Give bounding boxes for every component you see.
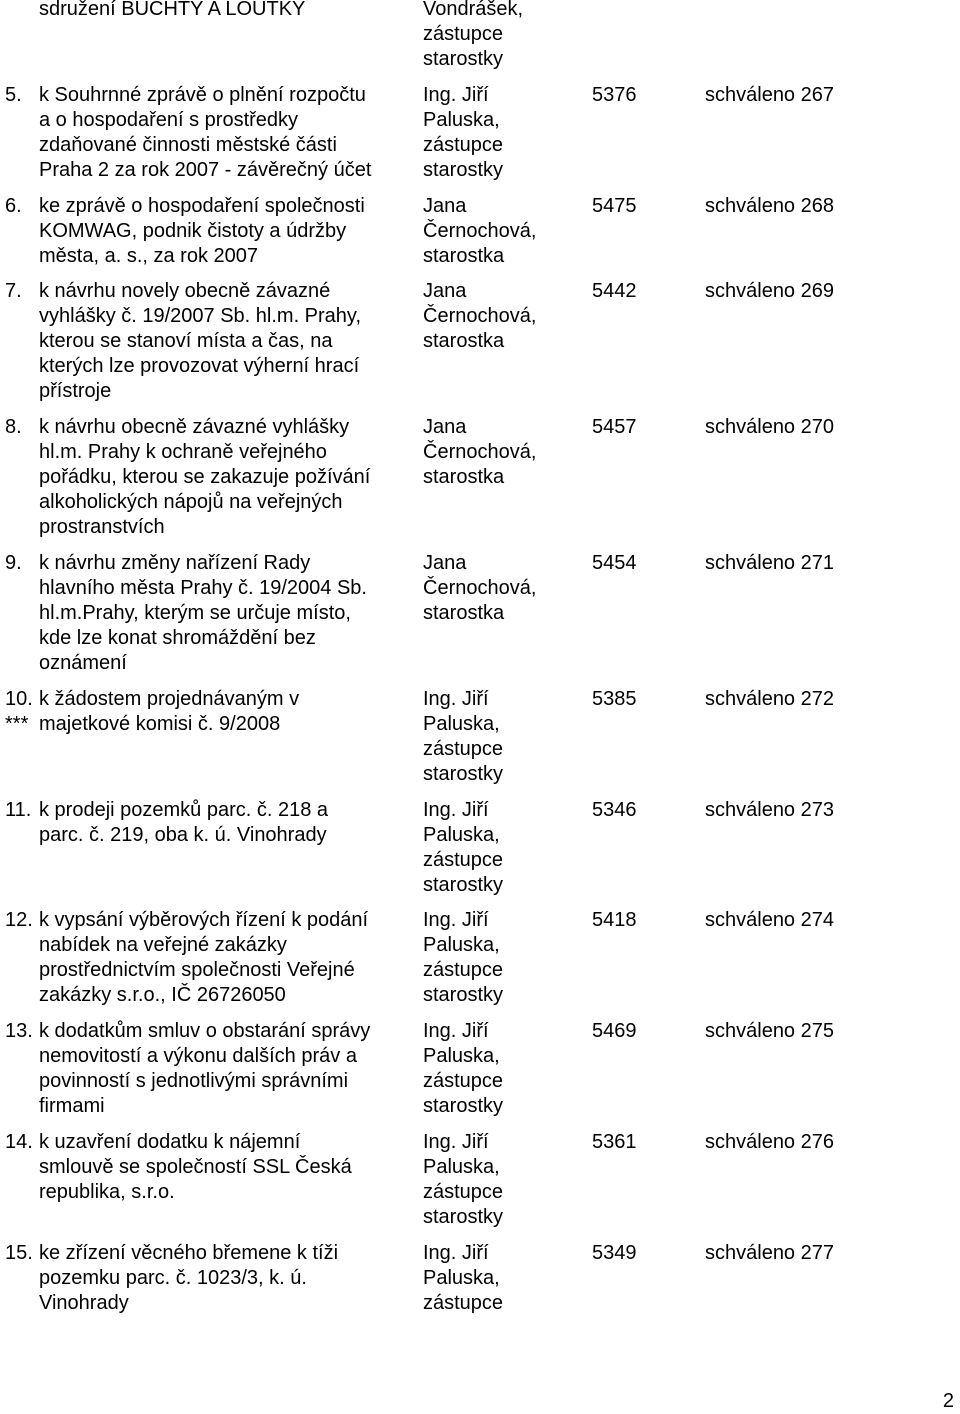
item-number: 9. <box>5 552 22 574</box>
item-presenter: Jana Černochová, starostka <box>423 552 537 624</box>
item-number: 6. <box>5 195 22 217</box>
item-print-number: 5457 <box>592 416 637 438</box>
item-number: 12. <box>5 909 33 931</box>
item-status: schváleno 268 <box>705 195 834 217</box>
item-subject: ke zprávě o hospodaření společnosti KOMWAG, podnik čistoty a údržby města, a. s., za rok 2007 <box>39 195 365 267</box>
item-presenter: Ing. Jiří Paluska, zástupce starostky <box>423 909 504 1006</box>
item-number: 15. <box>5 1242 33 1264</box>
item-status: schváleno 272 <box>705 688 834 710</box>
item-subject: k návrhu obecně závazné vyhlášky hl.m. Prahy k ochraně veřejného pořádku, kterou se zakazuje požívání alkoholických nápojů na veřejných prostranstvích <box>39 416 371 538</box>
item-presenter: Ing. Jiří Paluska, zástupce starostky <box>423 1131 504 1228</box>
item-subject: sdružení BUCHTY A LOUTKY <box>39 0 306 20</box>
item-presenter: Vondrášek, zástupce starostky <box>423 0 524 70</box>
item-presenter: Jana Černochová, starostka <box>423 195 537 267</box>
item-presenter: Ing. Jiří Paluska, zástupce starostky <box>423 688 504 785</box>
item-presenter: Ing. Jiří Paluska, zástupce starostky <box>423 1020 504 1117</box>
item-number: 8. <box>5 416 22 438</box>
item-subject: k žádostem projednávaným v majetkové komisi č. 9/2008 <box>39 688 300 735</box>
item-print-number: 5475 <box>592 195 637 217</box>
item-status: schváleno 271 <box>705 552 834 574</box>
item-number: 13. <box>5 1020 33 1042</box>
item-print-number: 5376 <box>592 84 637 106</box>
item-status: schváleno 273 <box>705 799 834 821</box>
item-number: 14. <box>5 1131 33 1153</box>
item-presenter: Jana Černochová, starostka <box>423 280 537 352</box>
item-number: 11. <box>5 799 32 821</box>
item-subject: k prodeji pozemků parc. č. 218 a parc. č. 219, oba k. ú. Vinohrady <box>39 799 329 846</box>
item-presenter: Jana Černochová, starostka <box>423 416 537 488</box>
item-print-number: 5361 <box>592 1131 637 1153</box>
item-status: schváleno 269 <box>705 280 834 302</box>
item-presenter: Ing. Jiří Paluska, zástupce <box>423 1242 504 1314</box>
item-subject: ke zřízení věcného břemene k tíži pozemku parc. č. 1023/3, k. ú. Vinohrady <box>39 1242 339 1314</box>
item-number: 5. <box>5 84 22 106</box>
item-status: schváleno 276 <box>705 1131 834 1153</box>
item-print-number: 5349 <box>592 1242 637 1264</box>
item-number: 7. <box>5 280 22 302</box>
item-number: 10. *** <box>5 688 33 735</box>
item-print-number: 5346 <box>592 799 637 821</box>
item-subject: k vypsání výběrových řízení k podání nabídek na veřejné zakázky prostřednictvím společnosti Veřejné zakázky s.r.o., IČ 26726050 <box>39 909 369 1006</box>
item-subject: k dodatkům smluv o obstarání správy nemovitostí a výkonu dalších práv a povinností s jednotlivými správními firmami <box>39 1020 371 1117</box>
item-subject: k návrhu novely obecně závazné vyhlášky č. 19/2007 Sb. hl.m. Prahy, kterou se stanoví místa a čas, na kterých lze provozovat výherní hrací přístroje <box>39 280 362 402</box>
item-print-number: 5454 <box>592 552 637 574</box>
item-print-number: 5442 <box>592 280 637 302</box>
item-status: schváleno 274 <box>705 909 834 931</box>
item-presenter: Ing. Jiří Paluska, zástupce starostky <box>423 799 504 896</box>
item-print-number: 5418 <box>592 909 637 931</box>
item-subject: k Souhrnné zprávě o plnění rozpočtu a o hospodaření s prostředky zdaňované činnosti městské části Praha 2 za rok 2007 - závěrečný účet <box>39 84 372 181</box>
item-subject: k návrhu změny nařízení Rady hlavního města Prahy č. 19/2004 Sb. hl.m.Prahy, kterým se určuje místo, kde lze konat shromáždění bez oznámení <box>39 552 367 674</box>
item-subject: k uzavření dodatku k nájemní smlouvě se společností SSL Česká republika, s.r.o. <box>39 1131 352 1203</box>
item-status: schváleno 267 <box>705 84 834 106</box>
item-print-number: 5385 <box>592 688 637 710</box>
item-presenter: Ing. Jiří Paluska, zástupce starostky <box>423 84 504 181</box>
item-status: schváleno 277 <box>705 1242 834 1264</box>
item-status: schváleno 270 <box>705 416 834 438</box>
page-number: 2 <box>942 1390 954 1412</box>
item-status: schváleno 275 <box>705 1020 834 1042</box>
item-print-number: 5469 <box>592 1020 637 1042</box>
